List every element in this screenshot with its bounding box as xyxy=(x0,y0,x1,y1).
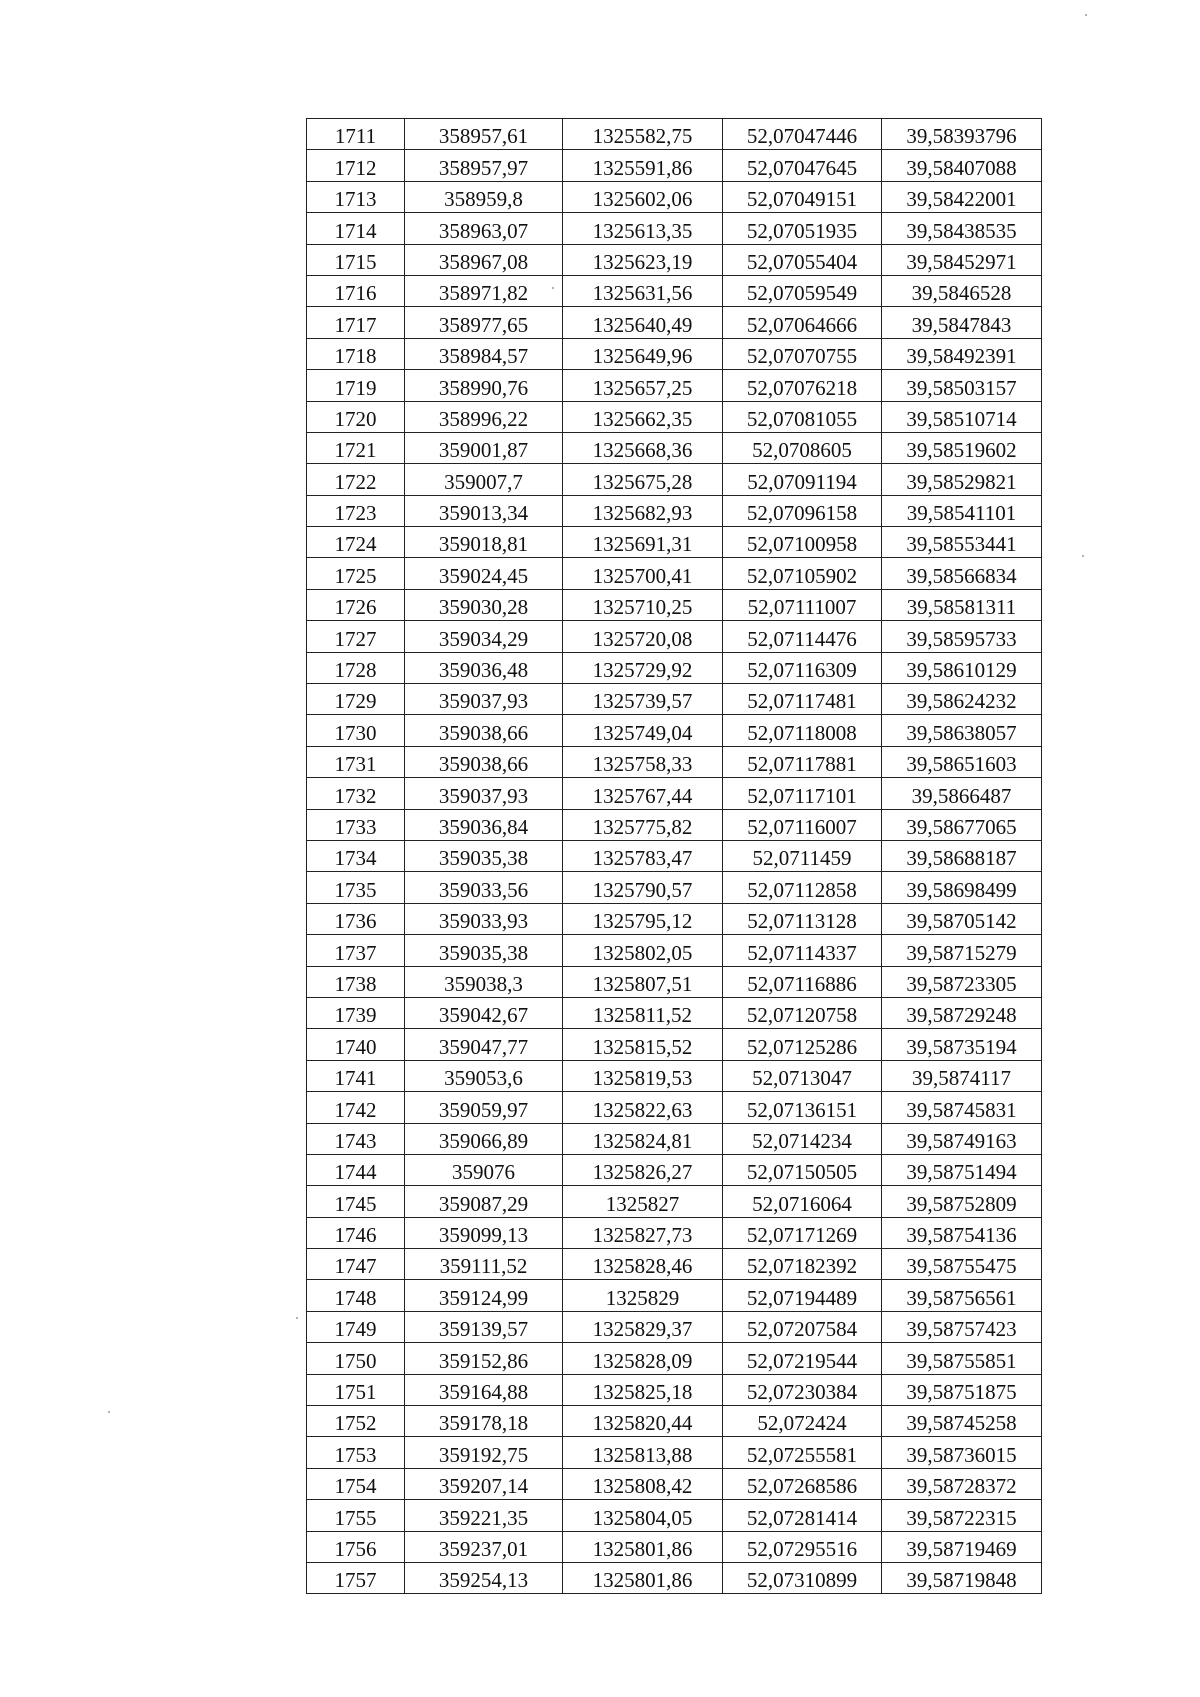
y-coordinate-cell: 1325767,44 xyxy=(563,778,723,809)
x-coordinate-cell: 358967,08 xyxy=(405,244,563,275)
longitude-cell: 39,58541101 xyxy=(882,495,1042,526)
longitude-cell: 39,58566834 xyxy=(882,558,1042,589)
point-number-cell: 1746 xyxy=(307,1217,405,1248)
x-coordinate-cell: 359124,99 xyxy=(405,1280,563,1311)
y-coordinate-cell: 1325710,25 xyxy=(563,589,723,620)
point-number-cell: 1748 xyxy=(307,1280,405,1311)
x-coordinate-cell: 359035,38 xyxy=(405,840,563,871)
y-coordinate-cell: 1325820,44 xyxy=(563,1406,723,1437)
x-coordinate-cell: 359001,87 xyxy=(405,432,563,463)
x-coordinate-cell: 359099,13 xyxy=(405,1217,563,1248)
x-coordinate-cell: 359237,01 xyxy=(405,1531,563,1562)
table-row xyxy=(307,652,1042,683)
point-number-cell: 1727 xyxy=(307,621,405,652)
x-coordinate-cell: 359111,52 xyxy=(405,1249,563,1280)
table-row xyxy=(307,715,1042,746)
longitude-cell: 39,58756561 xyxy=(882,1280,1042,1311)
table-row xyxy=(307,527,1042,558)
table-row xyxy=(307,778,1042,809)
point-number-cell: 1731 xyxy=(307,746,405,777)
x-coordinate-cell: 359087,29 xyxy=(405,1186,563,1217)
table-row xyxy=(307,464,1042,495)
latitude-cell: 52,07230384 xyxy=(723,1374,882,1405)
x-coordinate-cell: 358984,57 xyxy=(405,338,563,369)
point-number-cell: 1754 xyxy=(307,1468,405,1499)
table-row xyxy=(307,181,1042,212)
coordinates-table xyxy=(306,118,1042,1594)
table-row xyxy=(307,1092,1042,1123)
latitude-cell: 52,07049151 xyxy=(723,181,882,212)
y-coordinate-cell: 1325829 xyxy=(563,1280,723,1311)
table-row xyxy=(307,119,1042,150)
y-coordinate-cell: 1325801,86 xyxy=(563,1531,723,1562)
table-row xyxy=(307,621,1042,652)
latitude-cell: 52,07081055 xyxy=(723,401,882,432)
point-number-cell: 1720 xyxy=(307,401,405,432)
y-coordinate-cell: 1325827 xyxy=(563,1186,723,1217)
latitude-cell: 52,07255581 xyxy=(723,1437,882,1468)
table-row xyxy=(307,1374,1042,1405)
y-coordinate-cell: 1325682,93 xyxy=(563,495,723,526)
x-coordinate-cell: 359221,35 xyxy=(405,1500,563,1531)
table-row xyxy=(307,997,1042,1028)
longitude-cell: 39,58422001 xyxy=(882,181,1042,212)
point-number-cell: 1712 xyxy=(307,150,405,181)
table-row xyxy=(307,558,1042,589)
longitude-cell: 39,58438535 xyxy=(882,213,1042,244)
latitude-cell: 52,07117101 xyxy=(723,778,882,809)
latitude-cell: 52,0708605 xyxy=(723,432,882,463)
longitude-cell: 39,58736015 xyxy=(882,1437,1042,1468)
latitude-cell: 52,07076218 xyxy=(723,370,882,401)
longitude-cell: 39,58728372 xyxy=(882,1468,1042,1499)
point-number-cell: 1715 xyxy=(307,244,405,275)
x-coordinate-cell: 359033,93 xyxy=(405,903,563,934)
y-coordinate-cell: 1325640,49 xyxy=(563,307,723,338)
longitude-cell: 39,58745258 xyxy=(882,1406,1042,1437)
longitude-cell: 39,58705142 xyxy=(882,903,1042,934)
x-coordinate-cell: 358977,65 xyxy=(405,307,563,338)
point-number-cell: 1734 xyxy=(307,840,405,871)
y-coordinate-cell: 1325795,12 xyxy=(563,903,723,934)
table-row xyxy=(307,1406,1042,1437)
x-coordinate-cell: 359033,56 xyxy=(405,872,563,903)
y-coordinate-cell: 1325631,56 xyxy=(563,275,723,306)
point-number-cell: 1738 xyxy=(307,966,405,997)
table-row xyxy=(307,903,1042,934)
table-row xyxy=(307,1186,1042,1217)
y-coordinate-cell: 1325808,42 xyxy=(563,1468,723,1499)
point-number-cell: 1716 xyxy=(307,275,405,306)
table-row xyxy=(307,244,1042,275)
x-coordinate-cell: 359007,7 xyxy=(405,464,563,495)
table-row xyxy=(307,338,1042,369)
longitude-cell: 39,58755475 xyxy=(882,1249,1042,1280)
y-coordinate-cell: 1325758,33 xyxy=(563,746,723,777)
point-number-cell: 1744 xyxy=(307,1154,405,1185)
x-coordinate-cell: 359047,77 xyxy=(405,1029,563,1060)
y-coordinate-cell: 1325691,31 xyxy=(563,527,723,558)
point-number-cell: 1740 xyxy=(307,1029,405,1060)
table-row xyxy=(307,1531,1042,1562)
longitude-cell: 39,58755851 xyxy=(882,1343,1042,1374)
point-number-cell: 1721 xyxy=(307,432,405,463)
longitude-cell: 39,58752809 xyxy=(882,1186,1042,1217)
latitude-cell: 52,07295516 xyxy=(723,1531,882,1562)
point-number-cell: 1755 xyxy=(307,1500,405,1531)
x-coordinate-cell: 358963,07 xyxy=(405,213,563,244)
table-row xyxy=(307,1468,1042,1499)
latitude-cell: 52,07150505 xyxy=(723,1154,882,1185)
y-coordinate-cell: 1325662,35 xyxy=(563,401,723,432)
latitude-cell: 52,07070755 xyxy=(723,338,882,369)
longitude-cell: 39,5866487 xyxy=(882,778,1042,809)
table-row xyxy=(307,1123,1042,1154)
table-row xyxy=(307,275,1042,306)
table-row xyxy=(307,495,1042,526)
x-coordinate-cell: 359192,75 xyxy=(405,1437,563,1468)
x-coordinate-cell: 359207,14 xyxy=(405,1468,563,1499)
x-coordinate-cell: 359178,18 xyxy=(405,1406,563,1437)
y-coordinate-cell: 1325739,57 xyxy=(563,684,723,715)
table-row xyxy=(307,746,1042,777)
y-coordinate-cell: 1325790,57 xyxy=(563,872,723,903)
y-coordinate-cell: 1325826,27 xyxy=(563,1154,723,1185)
longitude-cell: 39,58723305 xyxy=(882,966,1042,997)
longitude-cell: 39,58698499 xyxy=(882,872,1042,903)
x-coordinate-cell: 359037,93 xyxy=(405,778,563,809)
point-number-cell: 1757 xyxy=(307,1562,405,1593)
point-number-cell: 1756 xyxy=(307,1531,405,1562)
longitude-cell: 39,5874117 xyxy=(882,1060,1042,1091)
x-coordinate-cell: 358990,76 xyxy=(405,370,563,401)
longitude-cell: 39,58715279 xyxy=(882,935,1042,966)
longitude-cell: 39,58638057 xyxy=(882,715,1042,746)
latitude-cell: 52,07105902 xyxy=(723,558,882,589)
table-row xyxy=(307,840,1042,871)
scan-speck xyxy=(552,287,554,289)
longitude-cell: 39,58553441 xyxy=(882,527,1042,558)
point-number-cell: 1751 xyxy=(307,1374,405,1405)
y-coordinate-cell: 1325675,28 xyxy=(563,464,723,495)
point-number-cell: 1729 xyxy=(307,684,405,715)
table-row xyxy=(307,370,1042,401)
x-coordinate-cell: 359013,34 xyxy=(405,495,563,526)
table-row xyxy=(307,307,1042,338)
latitude-cell: 52,07047645 xyxy=(723,150,882,181)
y-coordinate-cell: 1325828,46 xyxy=(563,1249,723,1280)
table-row xyxy=(307,213,1042,244)
table-row xyxy=(307,1217,1042,1248)
longitude-cell: 39,58510714 xyxy=(882,401,1042,432)
point-number-cell: 1752 xyxy=(307,1406,405,1437)
longitude-cell: 39,5846528 xyxy=(882,275,1042,306)
y-coordinate-cell: 1325825,18 xyxy=(563,1374,723,1405)
x-coordinate-cell: 359038,66 xyxy=(405,746,563,777)
longitude-cell: 39,58677065 xyxy=(882,809,1042,840)
longitude-cell: 39,58719848 xyxy=(882,1562,1042,1593)
latitude-cell: 52,07117481 xyxy=(723,684,882,715)
latitude-cell: 52,07120758 xyxy=(723,997,882,1028)
point-number-cell: 1753 xyxy=(307,1437,405,1468)
latitude-cell: 52,07114476 xyxy=(723,621,882,652)
table-row xyxy=(307,1437,1042,1468)
x-coordinate-cell: 358957,97 xyxy=(405,150,563,181)
latitude-cell: 52,07100958 xyxy=(723,527,882,558)
x-coordinate-cell: 359024,45 xyxy=(405,558,563,589)
latitude-cell: 52,07113128 xyxy=(723,903,882,934)
longitude-cell: 39,58722315 xyxy=(882,1500,1042,1531)
y-coordinate-cell: 1325668,36 xyxy=(563,432,723,463)
table-row xyxy=(307,872,1042,903)
longitude-cell: 39,58745831 xyxy=(882,1092,1042,1123)
latitude-cell: 52,07091194 xyxy=(723,464,882,495)
y-coordinate-cell: 1325582,75 xyxy=(563,119,723,150)
table-row xyxy=(307,1280,1042,1311)
longitude-cell: 39,58729248 xyxy=(882,997,1042,1028)
y-coordinate-cell: 1325657,25 xyxy=(563,370,723,401)
x-coordinate-cell: 359139,57 xyxy=(405,1311,563,1342)
scan-speck xyxy=(1082,555,1084,557)
y-coordinate-cell: 1325591,86 xyxy=(563,150,723,181)
latitude-cell: 52,0713047 xyxy=(723,1060,882,1091)
y-coordinate-cell: 1325829,37 xyxy=(563,1311,723,1342)
latitude-cell: 52,07268586 xyxy=(723,1468,882,1499)
y-coordinate-cell: 1325783,47 xyxy=(563,840,723,871)
longitude-cell: 39,58757423 xyxy=(882,1311,1042,1342)
point-number-cell: 1717 xyxy=(307,307,405,338)
point-number-cell: 1739 xyxy=(307,997,405,1028)
longitude-cell: 39,58719469 xyxy=(882,1531,1042,1562)
y-coordinate-cell: 1325815,52 xyxy=(563,1029,723,1060)
y-coordinate-cell: 1325802,05 xyxy=(563,935,723,966)
table-row xyxy=(307,1500,1042,1531)
point-number-cell: 1732 xyxy=(307,778,405,809)
longitude-cell: 39,5847843 xyxy=(882,307,1042,338)
latitude-cell: 52,07116007 xyxy=(723,809,882,840)
latitude-cell: 52,07111007 xyxy=(723,589,882,620)
y-coordinate-cell: 1325720,08 xyxy=(563,621,723,652)
longitude-cell: 39,58393796 xyxy=(882,119,1042,150)
y-coordinate-cell: 1325807,51 xyxy=(563,966,723,997)
point-number-cell: 1718 xyxy=(307,338,405,369)
latitude-cell: 52,0714234 xyxy=(723,1123,882,1154)
latitude-cell: 52,07116886 xyxy=(723,966,882,997)
point-number-cell: 1737 xyxy=(307,935,405,966)
x-coordinate-cell: 359038,3 xyxy=(405,966,563,997)
point-number-cell: 1722 xyxy=(307,464,405,495)
table-row xyxy=(307,966,1042,997)
longitude-cell: 39,58651603 xyxy=(882,746,1042,777)
latitude-cell: 52,07117881 xyxy=(723,746,882,777)
x-coordinate-cell: 358996,22 xyxy=(405,401,563,432)
y-coordinate-cell: 1325819,53 xyxy=(563,1060,723,1091)
latitude-cell: 52,07114337 xyxy=(723,935,882,966)
longitude-cell: 39,58529821 xyxy=(882,464,1042,495)
point-number-cell: 1719 xyxy=(307,370,405,401)
x-coordinate-cell: 358959,8 xyxy=(405,181,563,212)
scan-speck xyxy=(296,1317,298,1319)
point-number-cell: 1726 xyxy=(307,589,405,620)
longitude-cell: 39,58624232 xyxy=(882,684,1042,715)
y-coordinate-cell: 1325828,09 xyxy=(563,1343,723,1374)
point-number-cell: 1749 xyxy=(307,1311,405,1342)
latitude-cell: 52,072424 xyxy=(723,1406,882,1437)
point-number-cell: 1750 xyxy=(307,1343,405,1374)
latitude-cell: 52,07219544 xyxy=(723,1343,882,1374)
table-row xyxy=(307,1249,1042,1280)
latitude-cell: 52,07281414 xyxy=(723,1500,882,1531)
point-number-cell: 1743 xyxy=(307,1123,405,1154)
y-coordinate-cell: 1325811,52 xyxy=(563,997,723,1028)
x-coordinate-cell: 359152,86 xyxy=(405,1343,563,1374)
longitude-cell: 39,58407088 xyxy=(882,150,1042,181)
longitude-cell: 39,58688187 xyxy=(882,840,1042,871)
table-row xyxy=(307,1029,1042,1060)
table-row xyxy=(307,1343,1042,1374)
table-row xyxy=(307,684,1042,715)
point-number-cell: 1728 xyxy=(307,652,405,683)
y-coordinate-cell: 1325775,82 xyxy=(563,809,723,840)
latitude-cell: 52,07059549 xyxy=(723,275,882,306)
longitude-cell: 39,58610129 xyxy=(882,652,1042,683)
y-coordinate-cell: 1325824,81 xyxy=(563,1123,723,1154)
point-number-cell: 1714 xyxy=(307,213,405,244)
scan-speck xyxy=(1085,14,1087,16)
y-coordinate-cell: 1325749,04 xyxy=(563,715,723,746)
x-coordinate-cell: 359037,93 xyxy=(405,684,563,715)
point-number-cell: 1711 xyxy=(307,119,405,150)
table-row xyxy=(307,401,1042,432)
y-coordinate-cell: 1325822,63 xyxy=(563,1092,723,1123)
point-number-cell: 1742 xyxy=(307,1092,405,1123)
latitude-cell: 52,07047446 xyxy=(723,119,882,150)
x-coordinate-cell: 359076 xyxy=(405,1154,563,1185)
point-number-cell: 1724 xyxy=(307,527,405,558)
latitude-cell: 52,07182392 xyxy=(723,1249,882,1280)
y-coordinate-cell: 1325827,73 xyxy=(563,1217,723,1248)
table-row xyxy=(307,589,1042,620)
x-coordinate-cell: 359030,28 xyxy=(405,589,563,620)
longitude-cell: 39,58749163 xyxy=(882,1123,1042,1154)
latitude-cell: 52,0711459 xyxy=(723,840,882,871)
scan-speck xyxy=(108,1411,110,1413)
point-number-cell: 1745 xyxy=(307,1186,405,1217)
point-number-cell: 1736 xyxy=(307,903,405,934)
longitude-cell: 39,58492391 xyxy=(882,338,1042,369)
table-row xyxy=(307,809,1042,840)
point-number-cell: 1733 xyxy=(307,809,405,840)
latitude-cell: 52,07136151 xyxy=(723,1092,882,1123)
longitude-cell: 39,58595733 xyxy=(882,621,1042,652)
point-number-cell: 1723 xyxy=(307,495,405,526)
longitude-cell: 39,58754136 xyxy=(882,1217,1042,1248)
x-coordinate-cell: 359066,89 xyxy=(405,1123,563,1154)
table-row xyxy=(307,1060,1042,1091)
y-coordinate-cell: 1325813,88 xyxy=(563,1437,723,1468)
point-number-cell: 1747 xyxy=(307,1249,405,1280)
table-row xyxy=(307,1562,1042,1593)
latitude-cell: 52,07118008 xyxy=(723,715,882,746)
table-row xyxy=(307,432,1042,463)
longitude-cell: 39,58452971 xyxy=(882,244,1042,275)
y-coordinate-cell: 1325700,41 xyxy=(563,558,723,589)
y-coordinate-cell: 1325613,35 xyxy=(563,213,723,244)
table-row xyxy=(307,935,1042,966)
point-number-cell: 1713 xyxy=(307,181,405,212)
latitude-cell: 52,07171269 xyxy=(723,1217,882,1248)
y-coordinate-cell: 1325804,05 xyxy=(563,1500,723,1531)
longitude-cell: 39,58735194 xyxy=(882,1029,1042,1060)
longitude-cell: 39,58581311 xyxy=(882,589,1042,620)
x-coordinate-cell: 359053,6 xyxy=(405,1060,563,1091)
x-coordinate-cell: 359254,13 xyxy=(405,1562,563,1593)
point-number-cell: 1741 xyxy=(307,1060,405,1091)
longitude-cell: 39,58519602 xyxy=(882,432,1042,463)
latitude-cell: 52,07310899 xyxy=(723,1562,882,1593)
latitude-cell: 52,07051935 xyxy=(723,213,882,244)
y-coordinate-cell: 1325623,19 xyxy=(563,244,723,275)
coordinates-table-body xyxy=(307,119,1042,1594)
latitude-cell: 52,07116309 xyxy=(723,652,882,683)
point-number-cell: 1730 xyxy=(307,715,405,746)
table-row xyxy=(307,150,1042,181)
y-coordinate-cell: 1325801,86 xyxy=(563,1562,723,1593)
y-coordinate-cell: 1325729,92 xyxy=(563,652,723,683)
longitude-cell: 39,58751875 xyxy=(882,1374,1042,1405)
y-coordinate-cell: 1325649,96 xyxy=(563,338,723,369)
x-coordinate-cell: 359036,48 xyxy=(405,652,563,683)
x-coordinate-cell: 359018,81 xyxy=(405,527,563,558)
x-coordinate-cell: 359036,84 xyxy=(405,809,563,840)
x-coordinate-cell: 359042,67 xyxy=(405,997,563,1028)
latitude-cell: 52,07055404 xyxy=(723,244,882,275)
x-coordinate-cell: 359164,88 xyxy=(405,1374,563,1405)
x-coordinate-cell: 359034,29 xyxy=(405,621,563,652)
longitude-cell: 39,58751494 xyxy=(882,1154,1042,1185)
latitude-cell: 52,07207584 xyxy=(723,1311,882,1342)
x-coordinate-cell: 358957,61 xyxy=(405,119,563,150)
latitude-cell: 52,07064666 xyxy=(723,307,882,338)
point-number-cell: 1735 xyxy=(307,872,405,903)
y-coordinate-cell: 1325602,06 xyxy=(563,181,723,212)
latitude-cell: 52,0716064 xyxy=(723,1186,882,1217)
latitude-cell: 52,07194489 xyxy=(723,1280,882,1311)
latitude-cell: 52,07125286 xyxy=(723,1029,882,1060)
x-coordinate-cell: 358971,82 xyxy=(405,275,563,306)
table-row xyxy=(307,1311,1042,1342)
latitude-cell: 52,07112858 xyxy=(723,872,882,903)
x-coordinate-cell: 359038,66 xyxy=(405,715,563,746)
latitude-cell: 52,07096158 xyxy=(723,495,882,526)
longitude-cell: 39,58503157 xyxy=(882,370,1042,401)
x-coordinate-cell: 359035,38 xyxy=(405,935,563,966)
point-number-cell: 1725 xyxy=(307,558,405,589)
x-coordinate-cell: 359059,97 xyxy=(405,1092,563,1123)
table-row xyxy=(307,1154,1042,1185)
